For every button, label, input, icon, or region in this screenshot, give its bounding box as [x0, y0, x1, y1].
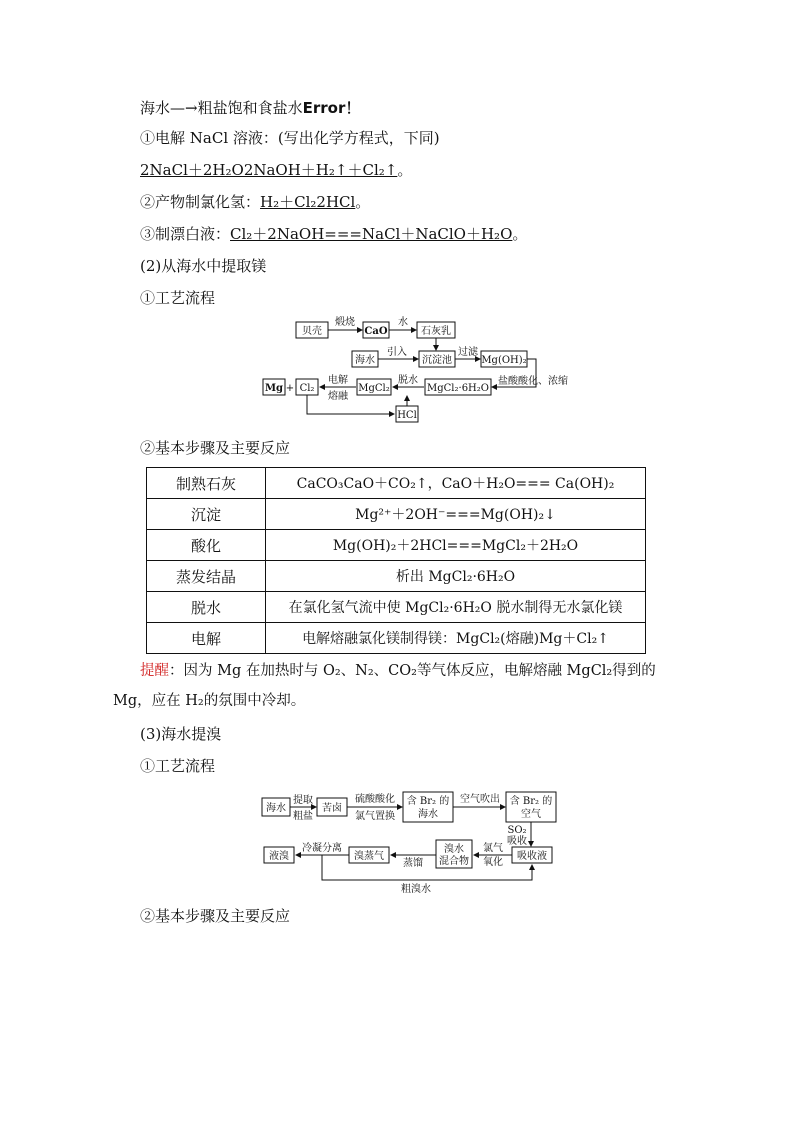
- tip-label: 提醒: [140, 663, 169, 679]
- hcl-label: ②产物制氯化氢：: [140, 193, 261, 211]
- arrow-text: —→: [170, 99, 198, 117]
- introduce-label: 引入: [387, 347, 407, 358]
- br2-seawater-label-2: 海水: [418, 809, 438, 820]
- tip-text: ：因为 Mg 在加热时与 O₂、N₂、CO₂等气体反应，电解熔融 MgCl₂得到的 Mg，应在 H₂的氛围中冷却。: [113, 663, 656, 709]
- reaction-cell: 析出 MgCl₂·6H₂O: [266, 561, 646, 592]
- calcine-label: 煅烧: [335, 317, 355, 328]
- mg-steps-title: ②基本步骤及主要反应: [140, 439, 291, 457]
- step-cell: 沉淀: [147, 499, 266, 530]
- bleach-equation: Cl₂＋2NaOH===NaCl＋NaClO＋H₂O: [230, 225, 513, 243]
- br-steps-title: ②基本步骤及主要反应: [140, 907, 291, 925]
- br-flow-title: ①工艺流程: [140, 757, 216, 775]
- br2-air-label-2: 空气: [521, 809, 541, 820]
- seawater-text: 海水: [140, 99, 171, 117]
- crude-salt-label: 粗盐: [293, 811, 313, 822]
- step-cell: 蒸发结晶: [147, 561, 266, 592]
- brine-text: 粗盐饱和食盐水: [197, 99, 303, 117]
- br2-seawater-label-1: 含 Br₂ 的: [406, 796, 450, 807]
- reaction-cell: CaCO₃CaO＋CO₂↑，CaO＋H₂O=== Ca(OH)₂: [266, 468, 646, 499]
- bittern-label: 苦卤: [322, 803, 342, 814]
- br-water-label-1: 溴水: [444, 844, 464, 855]
- extract-label: 提取: [293, 795, 313, 806]
- so2-label: SO₂: [507, 825, 527, 836]
- error-text: Error！: [302, 99, 361, 117]
- br2-air-label-1: 含 Br₂ 的: [509, 796, 553, 807]
- mg-section-title: (2)从海水中提取镁: [140, 257, 267, 275]
- water-label: 水: [398, 317, 408, 328]
- cao-label: CaO: [364, 326, 388, 337]
- chlorine-label: 氯气: [483, 843, 503, 854]
- crude-br-water-label: 粗溴水: [401, 884, 431, 895]
- step-cell: 电解: [147, 623, 266, 654]
- seawater-label: 海水: [355, 355, 375, 366]
- cl2-label: Cl₂: [299, 383, 315, 394]
- sediment-pool-label: 沉淀池: [422, 355, 452, 366]
- melt-label: 熔融: [328, 391, 348, 402]
- beike-label: 贝壳: [302, 326, 322, 337]
- period: 。: [512, 225, 528, 243]
- hcl-label: HCl: [397, 410, 417, 421]
- acidify-label: 硫酸酸化: [355, 794, 395, 805]
- liquid-br-label: 液溴: [269, 851, 289, 862]
- oxidize-label: 氧化: [483, 857, 503, 868]
- electrolysis-equation: 2NaCl＋2H₂O2NaOH＋H₂↑＋Cl₂↑: [140, 161, 398, 179]
- step-cell: 脱水: [147, 592, 266, 623]
- lime-milk-label: 石灰乳: [421, 326, 451, 337]
- br-vapor-label: 溴蒸气: [354, 851, 384, 862]
- step-cell: 酸化: [147, 530, 266, 561]
- air-blow-label: 空气吹出: [460, 794, 500, 805]
- period: 。: [355, 193, 371, 211]
- mgoh2-label: Mg(OH)₂: [481, 355, 527, 366]
- mg-flow-title: ①工艺流程: [140, 289, 216, 307]
- reaction-cell: 在氯化氢气流中使 MgCl₂·6H₂O 脱水制得无水氯化镁: [266, 592, 646, 623]
- absorb-liquid-label: 吸收液: [517, 851, 547, 862]
- reaction-cell: Mg²⁺＋2OH⁻===Mg(OH)₂↓: [266, 499, 646, 530]
- bleach-label: ③制漂白液：: [140, 225, 231, 243]
- dehydrate-label: 脱水: [398, 375, 418, 386]
- electrolysis-label: 电解: [328, 375, 348, 386]
- filter-label: 过滤: [458, 347, 478, 358]
- plus-label: +: [285, 383, 295, 394]
- chlorine-replace-label: 氯气置换: [355, 811, 395, 822]
- intro-line-2: ①电解 NaCl 溶液：(写出化学方程式，下同): [140, 129, 440, 147]
- seawater-label: 海水: [266, 803, 286, 814]
- reaction-cell: 电解熔融氯化镁制得镁：MgCl₂(熔融)Mg＋Cl₂↑: [266, 623, 646, 654]
- mg-label: Mg: [264, 383, 284, 394]
- distill-label: 蒸馏: [403, 858, 423, 869]
- condense-label: 冷凝分离: [302, 843, 342, 854]
- mgcl2-6h2o-label: MgCl₂·6H₂O: [427, 383, 489, 394]
- reaction-cell: Mg(OH)₂＋2HCl===MgCl₂＋2H₂O: [266, 530, 646, 561]
- hcl-equation: H₂＋Cl₂2HCl: [260, 193, 356, 211]
- acidify-label: 盐酸酸化、浓缩: [498, 376, 568, 387]
- br-water-label-2: 混合物: [439, 856, 469, 867]
- absorb-label: 吸收: [507, 836, 527, 847]
- mgcl2-label: MgCl₂: [358, 383, 390, 394]
- period: 。: [397, 161, 413, 179]
- br-section-title: (3)海水提溴: [140, 725, 222, 743]
- step-cell: 制熟石灰: [147, 468, 266, 499]
